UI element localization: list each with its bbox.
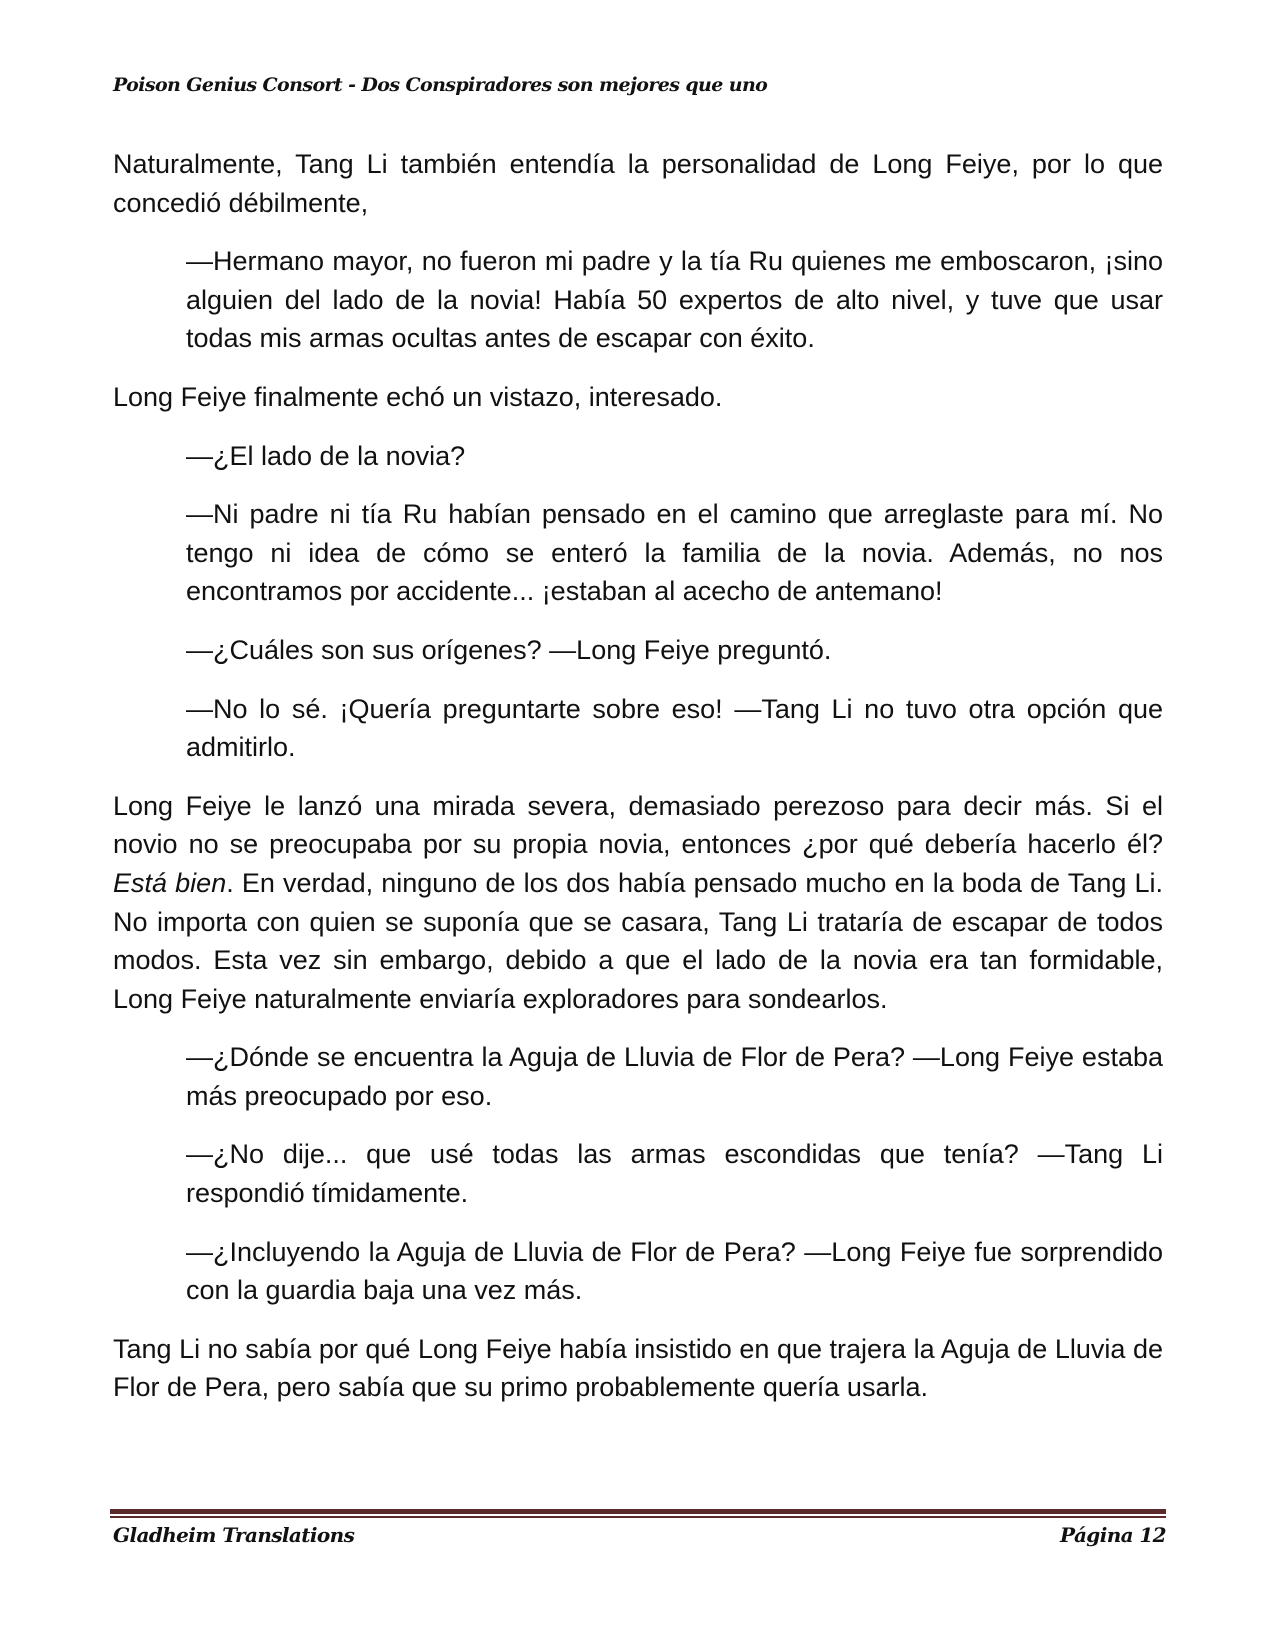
footer-divider-thick-line <box>110 1509 1166 1514</box>
dialogue-paragraph-5: —Ni padre ni tía Ru habían pensado en el camino que arreglaste para mí. No tengo ni idea de cómo se enteró la familia de la novia. Además, no nos encontramos por accidente... ¡estaban al acecho de antemano! <box>186 499 1163 607</box>
paragraph-8 <box>113 787 1163 1019</box>
footer-divider-thin-line <box>110 1516 1166 1518</box>
dialogue-paragraph-6: —¿Cuáles son sus orígenes? —Long Feiye preguntó. <box>186 634 832 665</box>
dialogue-paragraph-2: —Hermano mayor, no fueron mi padre y la tía Ru quienes me emboscaron, ¡sino alguien del lado de la novia! Había 50 expertos de alto nivel, y tuve que usar todas mis armas ocultas antes de escapar con éxito. <box>186 246 1163 354</box>
paragraph-8-italic: Está bien <box>113 867 227 898</box>
paragraph-3: Long Feiye finalmente echó un vistazo, interesado. <box>113 381 723 412</box>
dialogue-paragraph-10: —¿No dije... que usé todas las armas escondidas que tenía? —Tang Li respondió tímidamente. <box>186 1139 1163 1209</box>
dialogue-paragraph-4: —¿El lado de la novia? <box>186 440 466 471</box>
page-body <box>113 145 1163 1407</box>
footer-publisher: Gladheim Translations <box>113 1523 355 1547</box>
dialogue-paragraph-7: —No lo sé. ¡Quería preguntarte sobre eso! —Tang Li no tuvo otra opción que admitirlo. <box>186 693 1163 763</box>
footer-divider <box>110 1509 1166 1518</box>
paragraph-12: Tang Li no sabía por qué Long Feiye había insistido en que trajera la Aguja de Lluvia de Flor de Pera, pero sabía que su primo probablemente quería usarla. <box>113 1333 1163 1403</box>
paragraph-1: Naturalmente, Tang Li también entendía la personalidad de Long Feiye, por lo que concedió débilmente, <box>113 149 1163 218</box>
dialogue-paragraph-11: —¿Incluyendo la Aguja de Lluvia de Flor de Pera? —Long Feiye fue sorprendido con la guardia baja una vez más. <box>186 1236 1163 1306</box>
running-header: Poison Genius Consort - Dos Conspiradores son mejores que uno <box>113 74 768 96</box>
paragraph-8-start: Long Feiye le lanzó una mirada severa, demasiado perezoso para decir más. Si el novio no se preocupaba por su propia novia, entonces ¿por qué debería hacerlo él? <box>113 790 1163 860</box>
footer-page-number: Página 12 <box>1060 1523 1166 1547</box>
paragraph-8-end: . En verdad, ninguno de los dos había pensado mucho en la boda de Tang Li. No importa con quien se suponía que se casara, Tang Li trataría de escapar de todos modos. Esta vez sin embargo, debido a que el lado de la novia era tan formidable, Long Feiye naturalmente enviaría exploradores para sondearlos. <box>113 867 1164 1014</box>
dialogue-paragraph-9: —¿Dónde se encuentra la Aguja de Lluvia de Flor de Pera? —Long Feiye estaba más preocupado por eso. <box>186 1042 1163 1111</box>
